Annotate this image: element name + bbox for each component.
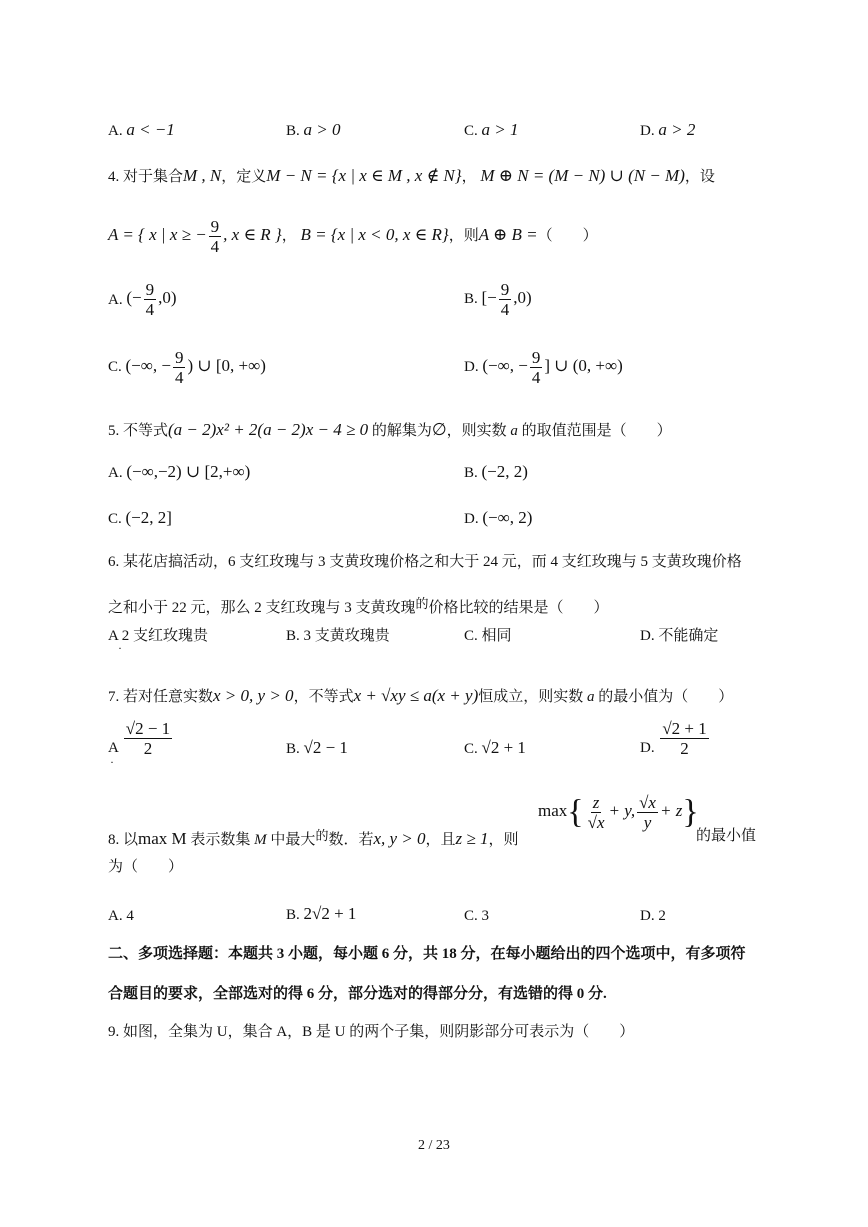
q6-option-c: C. 相同 [464,628,512,644]
q8-stem-c2: 的 [315,828,329,843]
q6-line2c: 价格比较的结果是（ ） [428,600,609,616]
q7-condition: x > 0, y > 0 [213,686,294,705]
q4-option-d-left: (−∞, − [482,356,528,375]
q3-option-b-label: B. [286,123,304,139]
q7-var: a [587,689,595,705]
q5-empty-set: ∅ [431,420,447,439]
q4-option-c-den: 4 [174,368,184,388]
q4-stem-line2 [108,218,598,255]
q3-option-d-math: a > 2 [658,120,696,139]
q6-line2a: 之和小于 22 元，那么 2 支红玫瑰与 3 支黄玫瑰 [108,600,416,616]
q4-stem-line1 [108,166,715,187]
q4-option-d-num: 9 [531,348,541,368]
q4-option-d-right: ] ∪ (0, +∞) [544,356,623,375]
q4-mn: M , N [183,166,222,185]
q7-stem-b: ，不等式 [293,689,354,705]
q4-option-b-frac [499,281,512,318]
q8-left-brace: { [567,793,584,831]
q8-max: max [538,801,568,820]
q3-option-d-label: D. [640,123,659,139]
q5-stem-b: 的解集为 [371,423,432,439]
q5-inequality: (a − 2)x² + 2(a − 2)x − 4 ≥ 0 [168,420,369,439]
q8-condition1: x, y > 0 [373,829,426,848]
q8-stem-e: ，则 [488,832,519,848]
q3-option-d [640,120,695,141]
q3-option-c-label: C. [464,123,482,139]
q6-line2b: 的 [415,596,429,611]
q7-option-c-label: C. [464,741,478,757]
q7-option-b-label: B. [286,741,300,757]
q8-stem [108,826,519,850]
q8-stem-c3: 数．若 [328,832,374,848]
q8-option-c: C. 3 [464,908,490,924]
q7-option-d-label: D. [640,740,655,756]
q7-inequality: x + √xy ≤ a(x + y) [353,686,479,705]
q5-option-c-math: (−2, 2] [125,508,172,527]
q8-stem-a: 8. 以 [108,832,139,848]
q7-option-a-den: 2 [143,739,153,759]
q8-condition2: z ≥ 1 [455,829,489,848]
q4-option-b-num: 9 [500,280,510,300]
q8-frac2-num: √x [639,793,656,813]
section2-line2: 合题目的要求，全部选对的得 6 分，部分选对的得部分分，有选错的得 0 分. [108,986,607,1002]
q3-option-c-math: a > 1 [481,120,519,139]
q8-option-b-label: B. [286,907,300,923]
q7-option-d-num: √2 + 1 [662,719,707,739]
q7-stem [108,686,733,707]
q6-line2 [108,594,609,618]
q6-option-a-dot: · [118,641,122,655]
q4-comma: ， [281,227,297,244]
q3-option-a [108,120,175,141]
q4-option-d-frac [530,349,543,386]
q8-right-brace: } [682,793,699,831]
q4-stem-b: ，定义 [221,169,267,185]
q8-option-b-math: 2√2 + 1 [303,904,357,923]
q5-option-d [464,508,532,529]
q7-option-d [640,716,711,760]
q8-frac2 [637,794,658,831]
q7-option-d-frac [660,720,708,757]
q5-option-b-label: B. [464,465,478,481]
q8-option-b [286,904,356,925]
q5-option-a-label: A. [108,465,123,481]
q4-stem-a: 4. 对于集合 [108,169,184,185]
q4-option-b [464,280,532,318]
q4-set-a-left: A = { x | x ≥ − [108,224,207,244]
q8-frac1-den: √x [587,813,605,833]
q7-option-b-math: √2 − 1 [303,738,348,757]
q8-line2: 为（ ） [108,859,184,875]
q9-stem: 9. 如图，全集为 U，集合 A，B 是 U 的两个子集，则阴影部分可表示为（ ） [108,1024,635,1040]
q7-stem-a: 7. 若对任意实数 [108,689,214,705]
q7-option-a-dot: · [110,755,114,769]
page-number: 2 / 23 [418,1138,450,1153]
q7-option-c-math: √2 + 1 [481,738,526,757]
q8-mid: + y, [608,801,636,820]
q4-stem-c: ，设 [684,169,715,185]
section2-line1: 二、多项选择题：本题共 3 小题，每小题 6 分，共 18 分，在每小题给出的四个选项中，有多项符 [108,946,746,962]
q4-option-b-left: [− [481,288,497,307]
q4-option-a-frac [144,281,157,318]
q4-ask: A ⊕ B = [478,224,538,244]
q8-option-d: D. 2 [640,908,666,924]
q5-option-d-math: (−∞, 2) [482,508,533,527]
q4-def1: M − N = {x | x ∈ M , x ∉ N} [266,166,462,185]
q8-end: + z [659,801,683,820]
q4-option-a [108,280,177,318]
q4-option-a-right: ,0) [158,288,177,307]
q5-option-d-label: D. [464,511,479,527]
q7-option-a-frac [124,720,172,757]
q4-option-c-right: ) ∪ [0, +∞) [187,356,266,375]
q8-stem-f: 的最小值 [696,828,757,844]
q8-max-m: max M [138,829,187,848]
q4-option-a-num: 9 [145,280,155,300]
q6-line1: 6. 某花店搞活动，6 支红玫瑰与 3 支黄玫瑰价格之和大于 24 元，而 4 支红玫瑰与 5 支黄玫瑰价格 [108,554,742,570]
q5-option-b [464,462,528,483]
q4-stem-d: ，则 [448,227,479,244]
q4-set-b: B = {x | x < 0, x ∈ R} [300,224,449,244]
q4-option-a-left: (− [126,288,142,307]
q4-option-c-frac [173,349,186,386]
q7-option-d-den: 2 [680,739,689,759]
q7-option-b [286,738,348,759]
q4-sep: ， [461,169,477,185]
q6-option-a [108,626,209,655]
q5-option-a [108,462,250,483]
q4-set-a-frac [209,218,222,255]
q4-option-d [464,348,623,386]
q7-option-a [108,716,174,769]
q8-max-expression [538,786,699,837]
q4-option-c [108,348,266,386]
q7-option-a-label: A [108,740,119,756]
q6-option-b: B. 3 支黄玫瑰贵 [286,628,390,644]
q4-option-d-label: D. [464,359,479,375]
q4-option-b-right: ,0) [513,288,532,307]
q8-stem-b: 表示数集 [190,832,251,848]
q4-set-a-num: 9 [210,217,220,236]
q5-stem-c: ，则实数 [446,423,507,439]
q5-stem-a: 5. 不等式 [108,423,169,439]
q8-frac1 [586,794,607,831]
q3-option-b [286,120,341,141]
q4-paren: （ ） [537,227,598,244]
q4-option-a-den: 4 [145,300,155,320]
q8-option-a: A. 4 [108,908,134,924]
q3-option-b-math: a > 0 [303,120,341,139]
q3-option-a-math: a < −1 [126,120,175,139]
q4-set-a-right: , x ∈ R } [223,224,282,244]
q8-frac2-den: y [643,813,652,833]
q3-option-c [464,120,519,141]
q6-option-a-text: A 2 支红玫瑰贵 [108,628,209,644]
q5-var: a [510,423,518,439]
q5-stem [108,420,672,441]
q3-option-a-label: A. [108,123,127,139]
q8-frac1-num: z [592,793,600,813]
q4-option-c-left: (−∞, − [125,356,171,375]
q6-option-d: D. 不能确定 [640,628,719,644]
q4-option-c-num: 9 [174,348,184,368]
q8-stem-d: ，且 [425,832,456,848]
q8-m: M [254,832,267,848]
q5-option-c [108,508,172,529]
q4-def2: M ⊕ N = (M − N) ∪ (N − M) [480,166,685,185]
q5-option-c-label: C. [108,511,122,527]
q7-stem-d: 的最小值为（ ） [598,689,734,705]
q4-option-a-label: A. [108,292,123,309]
q4-option-b-den: 4 [500,300,510,320]
q7-option-a-num: √2 − 1 [125,719,171,739]
q7-stem-c: 恒成立，则实数 [478,689,584,705]
q7-option-c [464,738,526,759]
q4-set-a-den: 4 [210,237,220,256]
q5-option-b-math: (−2, 2) [481,462,528,481]
q8-stem-c: 中最大 [270,832,316,848]
q4-option-c-label: C. [108,359,122,375]
q4-option-b-label: B. [464,291,478,307]
q5-option-a-math: (−∞,−2) ∪ [2,+∞) [126,462,251,481]
q4-option-d-den: 4 [531,368,541,388]
q5-stem-d: 的取值范围是（ ） [521,423,672,439]
